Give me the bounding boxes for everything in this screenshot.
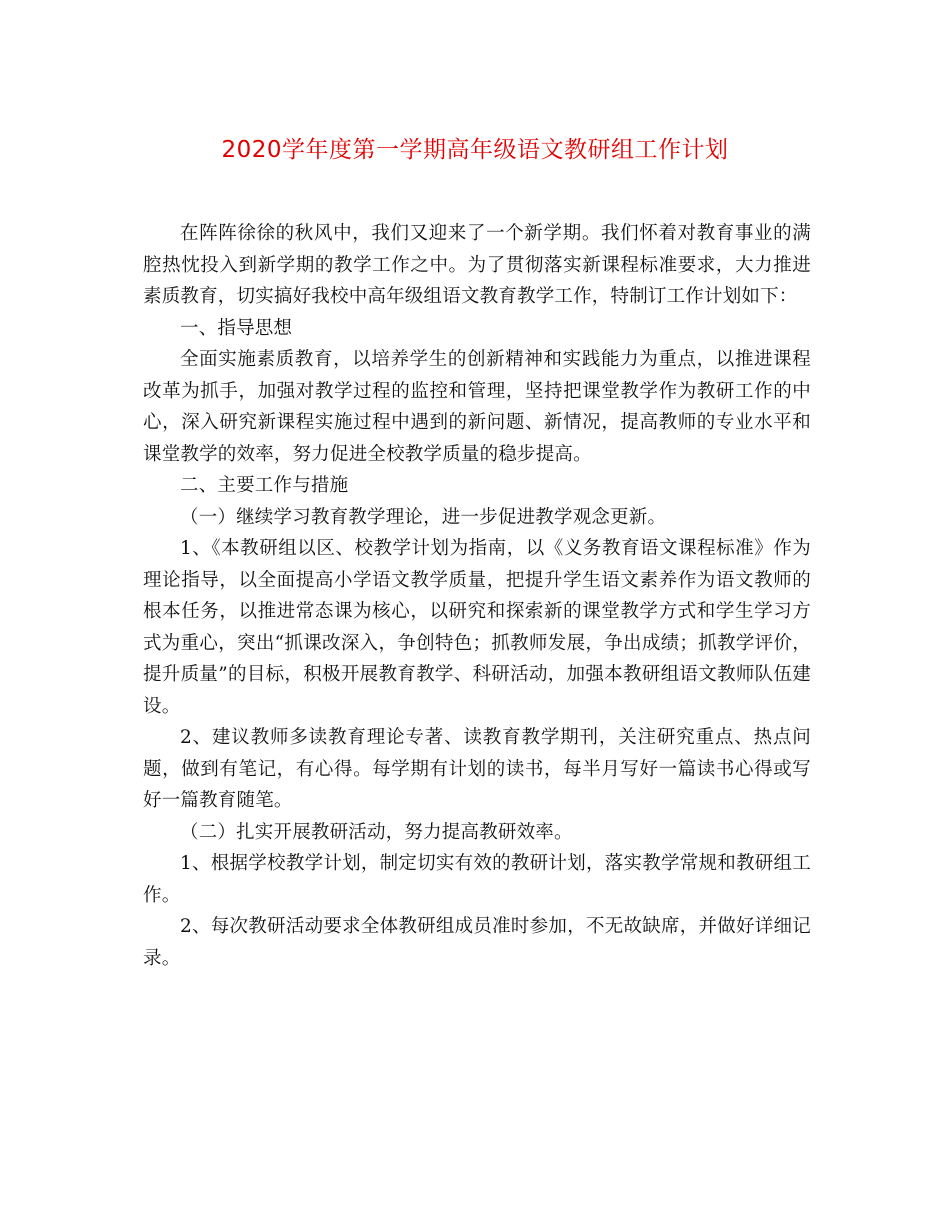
paragraph-research-item-1: 1、根据学校教学计划，制定切实有效的教研计划，落实教学常规和教研组工作。: [143, 853, 811, 906]
heading-main-work: 二、主要工作与措施: [180, 475, 349, 496]
subheading-theory-study: （一）继续学习教育教学理论，进一步促进教学观念更新。: [180, 506, 667, 528]
document-title: 2020学年度第一学期高年级语文教研组工作计划: [221, 137, 729, 163]
paragraph-theory-item-1: 1、《本教研组以区、校教学计划为指南，以《义务教育语文课程标准》作为理论指导，以全面提高小学语文教学质量，把提升学生语文素养作为语文教师的根本任务，以推进常态课为核心，以研究和探索新的课堂教学方式和学生学习方式为重心，突出“抓课改深入，争创特色；抓教师发展，争出成绩；抓教学评价，提升质量”的目标，积极开展教育教学、科研活动，加强本教研组语文教师队伍建设。: [143, 538, 811, 717]
heading-guiding-ideology: 一、指导思想: [180, 317, 293, 339]
paragraph-guiding-ideology: 全面实施素质教育，以培养学生的创新精神和实践能力为重点，以推进课程改革为抓手，加强对教学过程的监控和管理，坚持把课堂教学作为教研工作的中心，深入研究新课程实施过程中遇到的新问题、新情况，提高教师的专业水平和课堂教学的效率，努力促进全校教学质量的稳步提高。: [143, 349, 811, 465]
paragraph-research-item-2: 2、每次教研活动要求全体教研组成员准时参加，不无故缺席，并做好详细记录。: [143, 916, 811, 969]
subheading-research-activities: （二）扎实开展教研活动，努力提高教研效率。: [180, 821, 573, 843]
paragraph-intro: 在阵阵徐徐的秋风中，我们又迎来了一个新学期。我们怀着对教育事业的满腔热忱投入到新学期的教学工作之中。为了贯彻落实新课程标准要求，大力推进素质教育，切实搞好我校中高年级组语文教育教学工作，特制订工作计划如下：: [143, 223, 811, 307]
document-body: [143, 218, 811, 974]
paragraph-theory-item-2: 2、建议教师多读教育理论专著、读教育教学期刊，关注研究重点、热点问题，做到有笔记，有心得。每学期有计划的读书，每半月写好一篇读书心得或写好一篇教育随笔。: [143, 727, 811, 811]
